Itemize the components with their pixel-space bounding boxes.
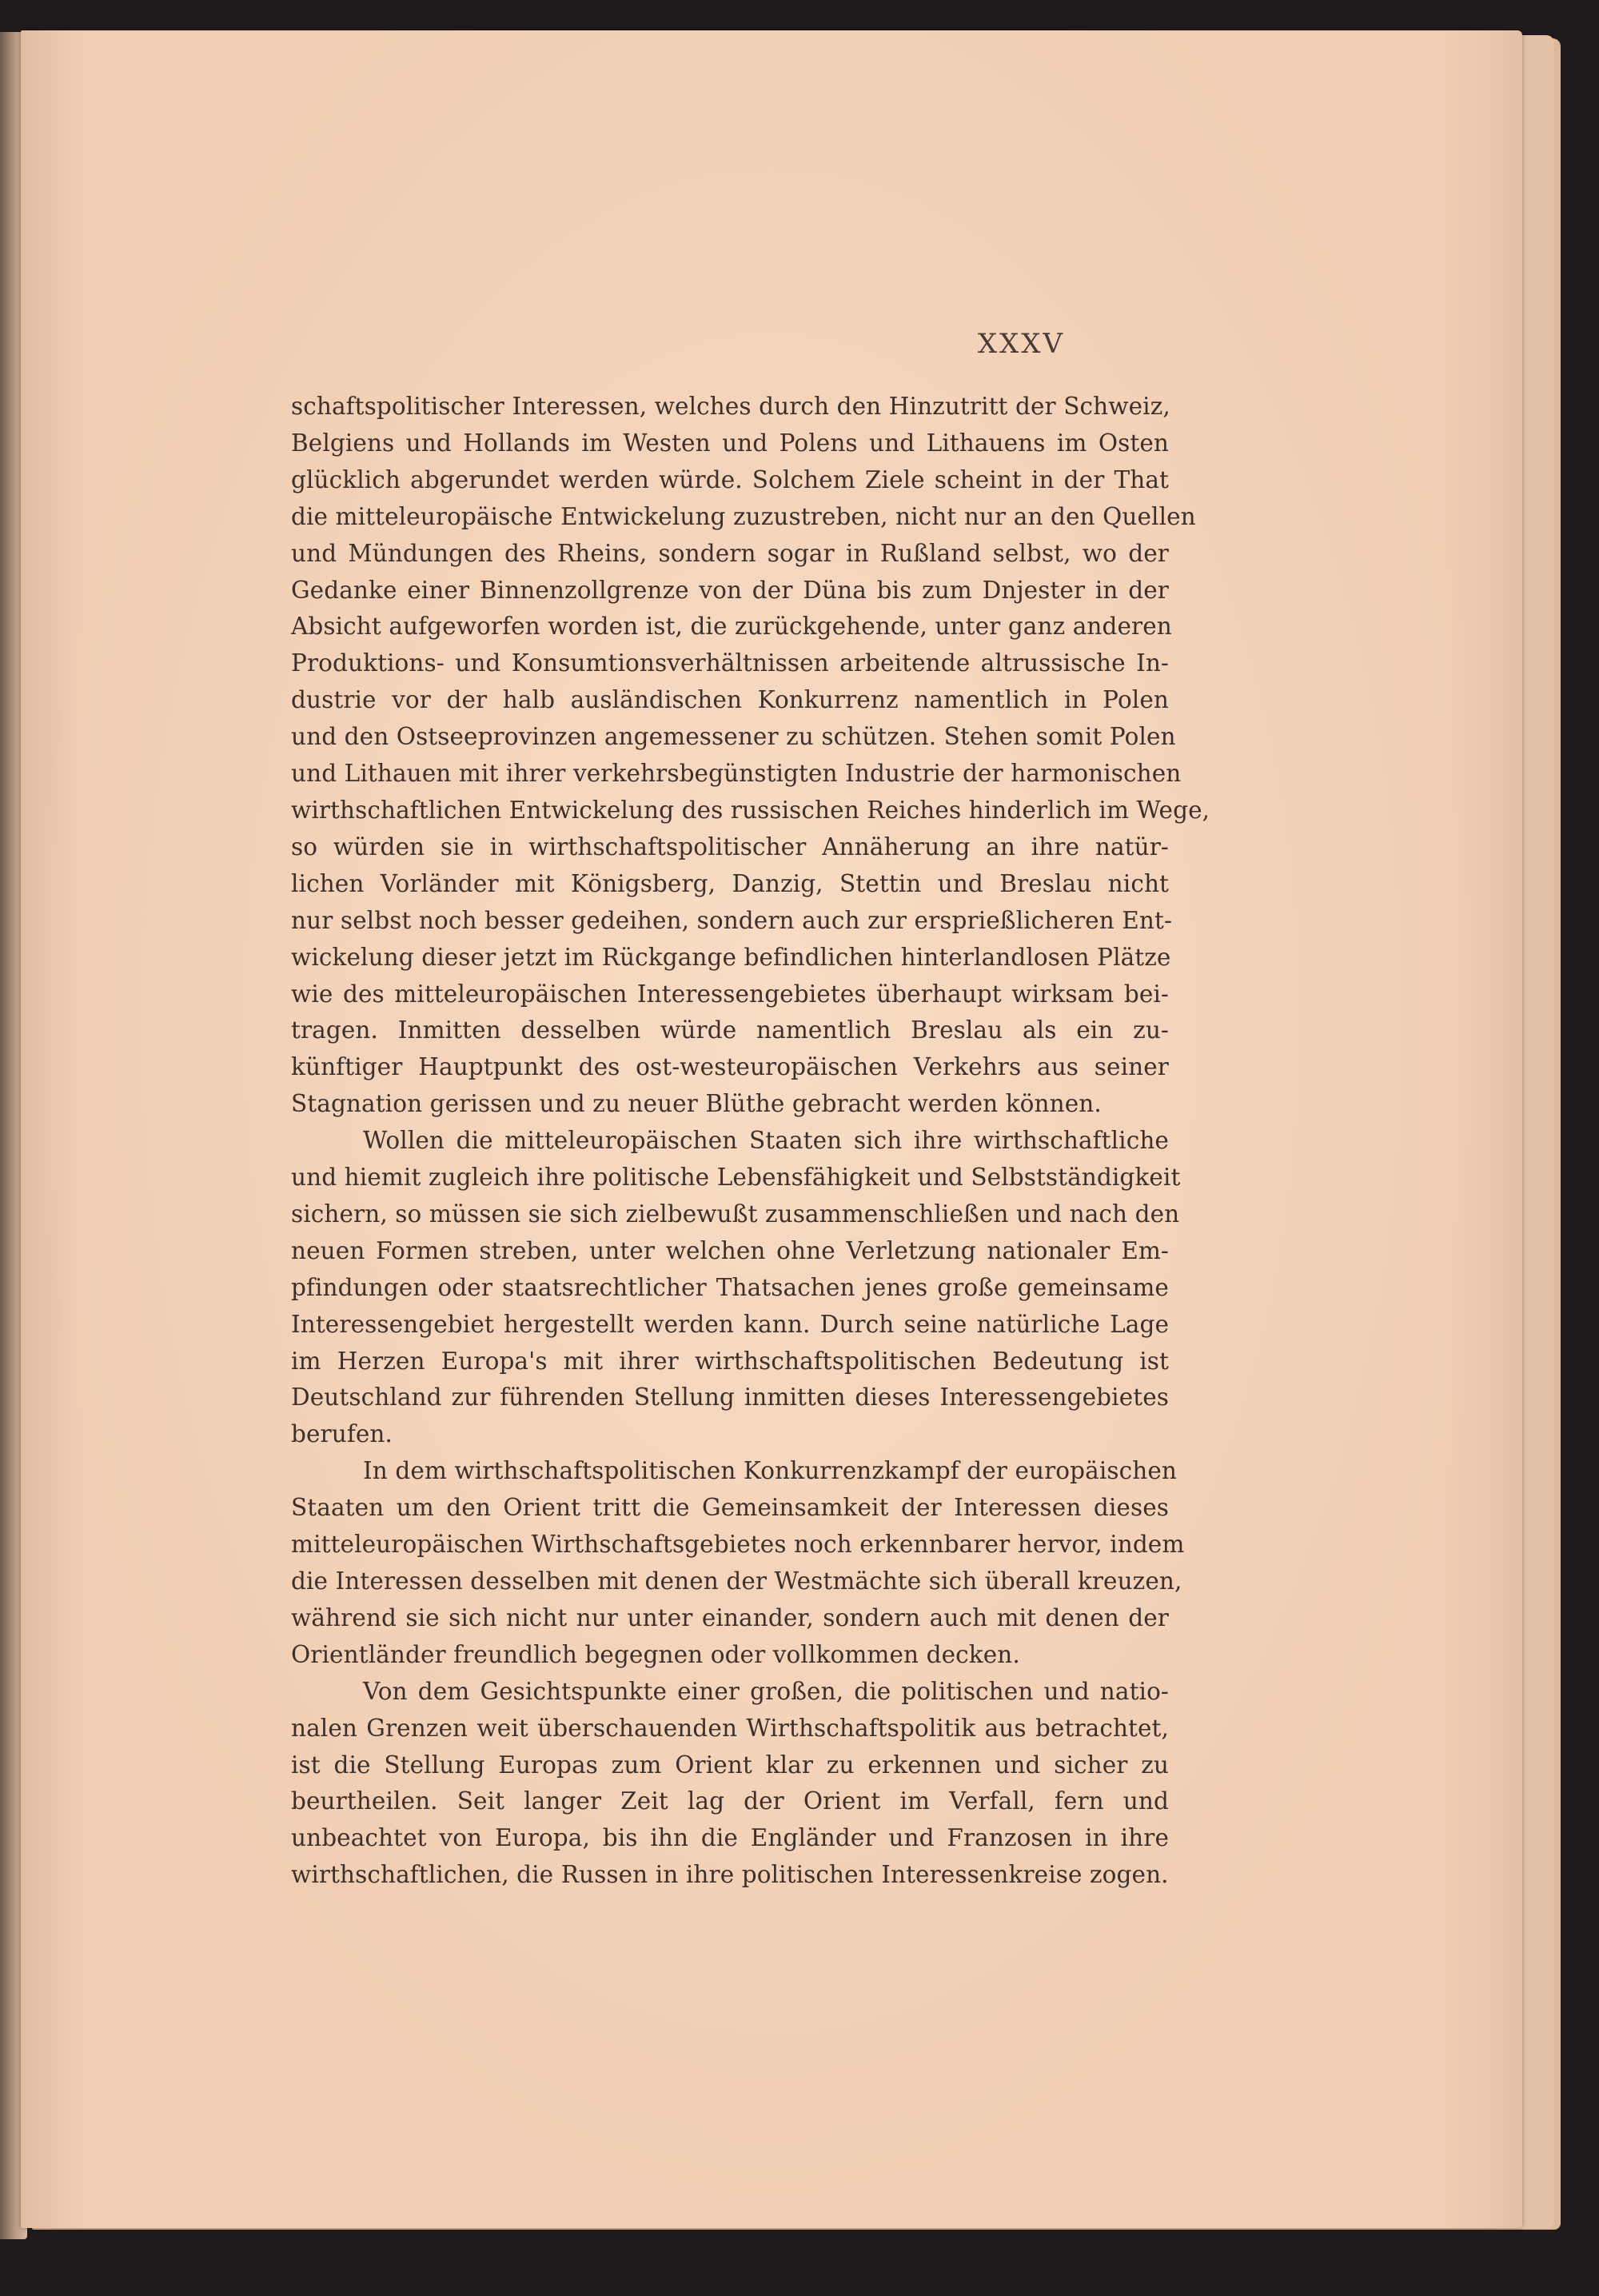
text-line: pfindungen oder staatsrechtlicher Thatsachen jenes große gemeinsame	[291, 1273, 1169, 1301]
text-line: Orientländer freundlich begegnen oder vollkommen decken.	[291, 1640, 1020, 1668]
text-line: tragen. Inmitten desselben würde namentlich Breslau als ein zu-	[291, 1016, 1169, 1044]
text-line: und Lithauen mit ihrer verkehrsbegünstigten Industrie der harmonischen	[291, 760, 1182, 788]
paragraph	[291, 389, 1210, 1123]
text-line: wickelung dieser jetzt im Rückgange befindlichen hinterlandlosen Plätze	[291, 943, 1171, 971]
text-line: mitteleuropäischen Wirthschaftsgebietes noch erkennbarer hervor, indem	[291, 1531, 1185, 1559]
text-line: Belgiens und Hollands im Westen und Polens und Lithauens im Osten	[291, 429, 1169, 457]
text-line: Absicht aufgeworfen worden ist, die zurückgehende, unter ganz anderen	[291, 613, 1172, 641]
paragraph	[291, 1674, 1169, 1894]
paragraph	[291, 1453, 1185, 1673]
text-line: neuen Formen streben, unter welchen ohne Verletzung nationaler Em-	[291, 1236, 1169, 1264]
text-line: künftiger Hauptpunkt des ost-westeuropäischen Verkehrs aus seiner	[291, 1053, 1169, 1081]
text-line: lichen Vorländer mit Königsberg, Danzig, Stettin und Breslau nicht	[291, 869, 1169, 897]
text-line: Staaten um den Orient tritt die Gemeinsamkeit der Interessen dieses	[291, 1494, 1169, 1522]
text-line: sichern, so müssen sie sich zielbewußt zusammenschließen und nach den	[291, 1200, 1180, 1228]
text-line: die Interessen desselben mit denen der Westmächte sich überall kreuzen,	[291, 1567, 1182, 1595]
text-line: während sie sich nicht nur unter einander, sondern auch mit denen der	[291, 1603, 1169, 1631]
text-line: schaftspolitischer Interessen, welches durch den Hinzutritt der Schweiz,	[291, 393, 1170, 420]
text-line: im Herzen Europa's mit ihrer wirthschaftspolitischen Bedeutung ist	[291, 1347, 1169, 1375]
text-line: beurtheilen. Seit langer Zeit lag der Orient im Verfall, fern und	[291, 1787, 1169, 1815]
text-line: Deutschland zur führenden Stellung inmitten dieses Interessengebietes	[291, 1384, 1169, 1412]
text-line: Gedanke einer Binnenzollgrenze von der Düna bis zum Dnjester in der	[291, 576, 1169, 604]
text-line: und den Ostseeprovinzen angemessener zu schützen. Stehen somit Polen	[291, 723, 1176, 751]
text-line: Stagnation gerissen und zu neuer Blüthe gebracht werden können.	[291, 1090, 1102, 1118]
text-line: wie des mitteleuropäischen Interessengebietes überhaupt wirksam bei-	[291, 980, 1169, 1008]
text-line: glücklich abgerundet werden würde. Solchem Ziele scheint in der That	[291, 465, 1169, 493]
text-line: Produktions- und Konsumtionsverhältnissen arbeitende altrussische In-	[291, 649, 1169, 677]
text-line: und Mündungen des Rheins, sondern sogar in Rußland selbst, wo der	[291, 539, 1169, 567]
text-line: wirthschaftlichen Entwickelung des russischen Reiches hinderlich im Wege,	[291, 796, 1210, 824]
text-line: nalen Grenzen weit überschauenden Wirthschaftspolitik aus betrachtet,	[291, 1714, 1169, 1742]
text-line: so würden sie in wirthschaftspolitischer Annäherung an ihre natür-	[291, 833, 1169, 861]
text-line: ist die Stellung Europas zum Orient klar zu erkennen und sicher zu	[291, 1751, 1169, 1779]
paragraph	[291, 1123, 1181, 1453]
text-line: dustrie vor der halb ausländischen Konkurrenz namentlich in Polen	[291, 686, 1169, 714]
text-line: und hiemit zugleich ihre politische Lebensfähigkeit und Selbstständigkeit	[291, 1164, 1181, 1192]
text-line: nur selbst noch besser gedeihen, sondern auch zur ersprießlicheren Ent-	[291, 906, 1173, 934]
body-text	[291, 389, 1210, 1894]
page-number: XXXV	[977, 328, 1065, 360]
text-line: Von dem Gesichtspunkte einer großen, die politischen und natio-	[363, 1677, 1169, 1705]
text-line: In dem wirthschaftspolitischen Konkurrenzkampf der europäischen	[363, 1457, 1177, 1485]
book-page	[21, 30, 1522, 2228]
text-line: wirthschaftlichen, die Russen in ihre politischen Interessenkreise zogen.	[291, 1861, 1169, 1889]
text-line: die mitteleuropäische Entwickelung zuzustreben, nicht nur an den Quellen	[291, 502, 1196, 530]
text-line: berufen.	[291, 1420, 393, 1448]
text-line: Wollen die mitteleuropäischen Staaten sich ihre wirthschaftliche	[363, 1127, 1169, 1155]
text-line: Interessengebiet hergestellt werden kann. Durch seine natürliche Lage	[291, 1310, 1169, 1338]
text-line: unbeachtet von Europa, bis ihn die Engländer und Franzosen in ihre	[291, 1824, 1169, 1852]
